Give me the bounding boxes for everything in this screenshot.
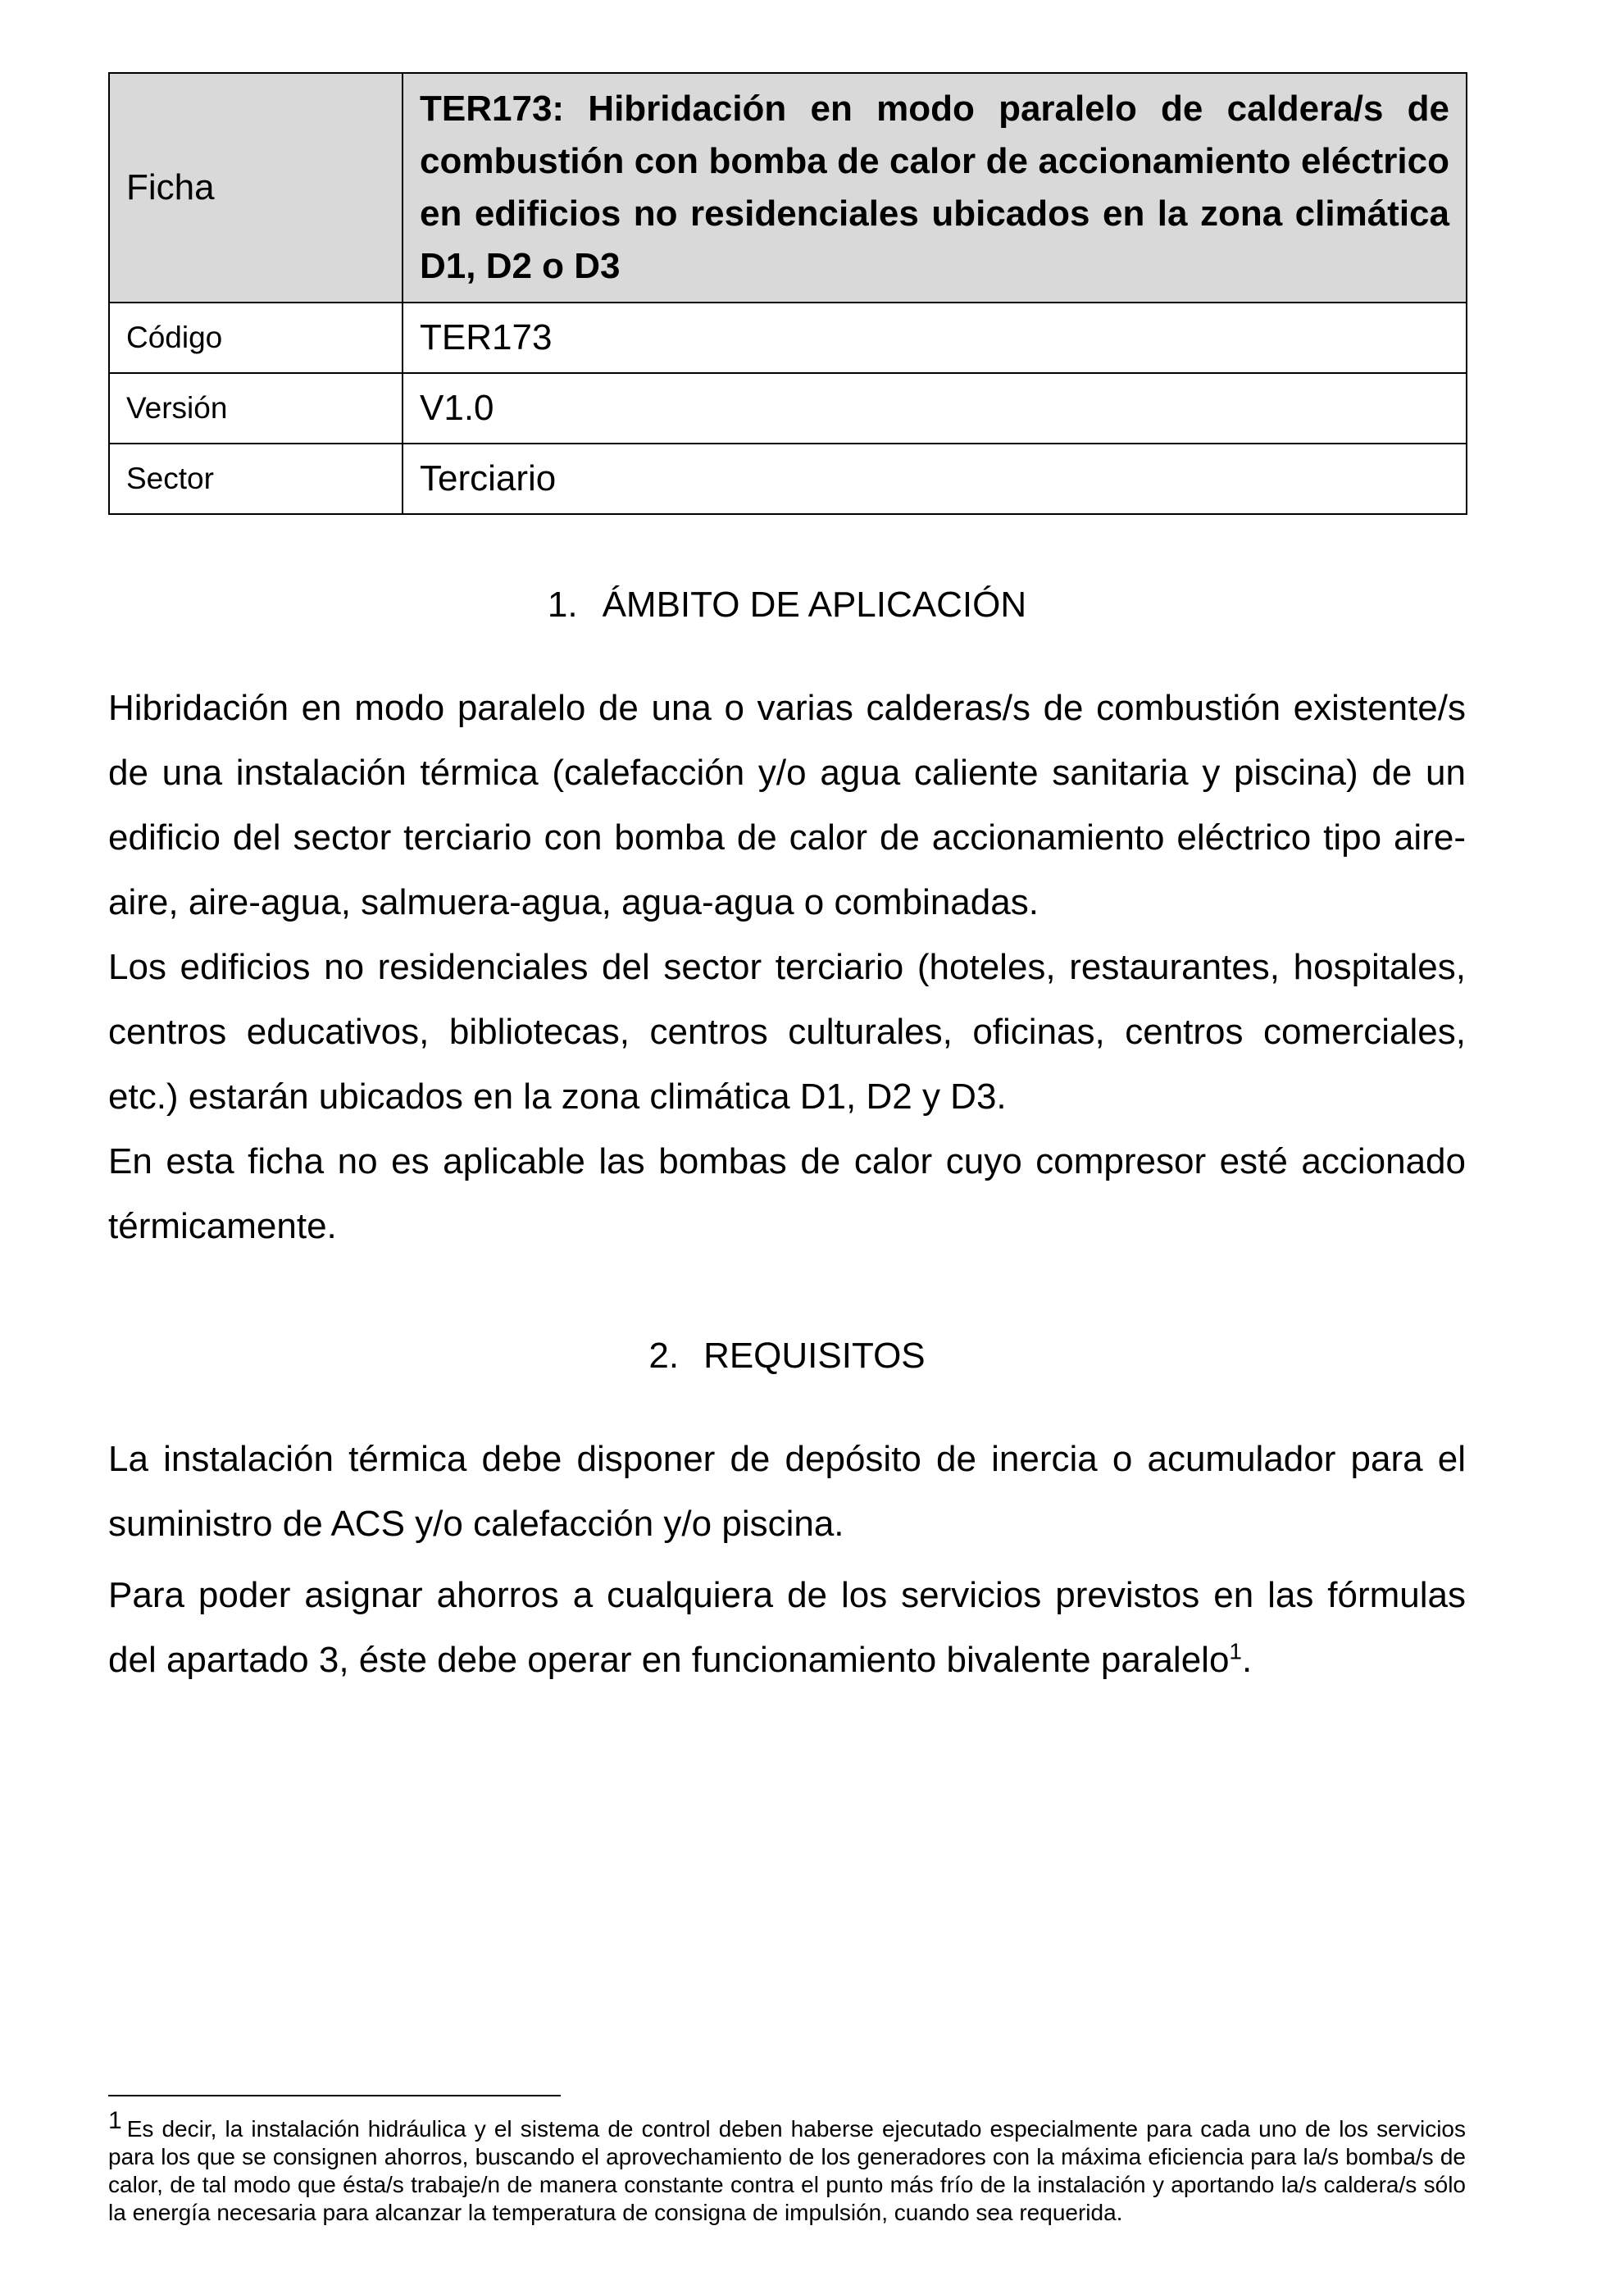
section-2-paragraph-2 bbox=[108, 1563, 1466, 1692]
codigo-value-cell bbox=[403, 303, 1467, 373]
section-2-body bbox=[108, 1427, 1466, 1692]
version-value-cell bbox=[403, 373, 1467, 444]
footnote bbox=[108, 2107, 1466, 2227]
section-1-body bbox=[108, 676, 1466, 1259]
codigo-label: Código bbox=[126, 321, 223, 354]
version-value: V1.0 bbox=[420, 388, 494, 428]
sector-label-cell bbox=[109, 444, 403, 514]
ficha-label: Ficha bbox=[126, 167, 215, 207]
table-row-codigo bbox=[109, 303, 1467, 373]
version-label: Versión bbox=[126, 391, 228, 425]
section-1-number: 1. bbox=[547, 585, 578, 625]
section-1-paragraph-3: En esta ficha no es aplicable las bombas de calor cuyo compresor esté accionado térmicamente. bbox=[108, 1141, 1466, 1246]
table-row-ficha bbox=[109, 73, 1467, 303]
section-2-paragraph-2-end: . bbox=[1242, 1640, 1253, 1680]
section-1-paragraph-2: Los edificios no residenciales del sector terciario (hoteles, restaurantes, hospitales, centros educativos, bibliotecas, centros culturales, oficinas, centros comerciales, etc.) estarán ubicados en la zona climática D1, D2 y D3. bbox=[108, 947, 1466, 1117]
footnote-mark: 1 bbox=[108, 2107, 122, 2134]
sector-value: Terciario bbox=[420, 458, 557, 498]
sector-label: Sector bbox=[126, 462, 214, 495]
ficha-label-cell bbox=[109, 73, 403, 303]
header-table bbox=[108, 72, 1467, 515]
section-1-heading bbox=[108, 582, 1466, 628]
section-2-paragraph-2-text: Para poder asignar ahorros a cualquiera de los servicios previstos en las fórmulas del apartado 3, éste debe operar en funcionamiento bivalente paralelo bbox=[108, 1575, 1466, 1680]
codigo-label-cell bbox=[109, 303, 403, 373]
section-2-title: REQUISITOS bbox=[703, 1336, 926, 1376]
section-2-paragraph-1: La instalación térmica debe disponer de depósito de inercia o acumulador para el suministro de ACS y/o calefacción y/o piscina. bbox=[108, 1439, 1466, 1544]
section-1-title: ÁMBITO DE APLICACIÓN bbox=[602, 585, 1027, 625]
document-title: TER173: Hibridación en modo paralelo de caldera/s de combustión con bomba de calor de accionamiento eléctrico en edificios no residenciales ubicados en la zona climática D1, D2 o D3 bbox=[420, 89, 1449, 286]
table-row-sector bbox=[109, 444, 1467, 514]
footnote-reference[interactable]: 1 bbox=[1229, 1638, 1242, 1664]
section-1-paragraph-1: Hibridación en modo paralelo de una o varias calderas/s de combustión existente/s de una instalación térmica (calefacción y/o agua caliente sanitaria y piscina) de un edificio del sector terciario con bomba de calor de accionamiento eléctrico tipo aire-aire, aire-agua, salmuera-agua, agua-agua o combinadas. bbox=[108, 688, 1466, 922]
ficha-value-cell bbox=[403, 73, 1467, 303]
footnote-text: Es decir, la instalación hidráulica y el sistema de control deben haberse ejecutado especialmente para cada uno de los servicios para los que se consignen ahorros, buscando el aprovechamiento de los generadores con la máxima eficiencia para la/s bomba/s de calor, de tal modo que ésta/s trabaje/n de manera constante contra el punto más frío de la instalación y aportando la/s caldera/s sólo la energía necesaria para alcanzar la temperatura de consigna de impulsión, cuando sea requerida. bbox=[108, 2116, 1466, 2225]
codigo-value: TER173 bbox=[420, 317, 553, 357]
table-row-version bbox=[109, 373, 1467, 444]
section-2-number: 2. bbox=[648, 1336, 680, 1376]
section-2-heading bbox=[108, 1333, 1466, 1379]
footnote-separator bbox=[108, 2095, 561, 2096]
version-label-cell bbox=[109, 373, 403, 444]
sector-value-cell bbox=[403, 444, 1467, 514]
